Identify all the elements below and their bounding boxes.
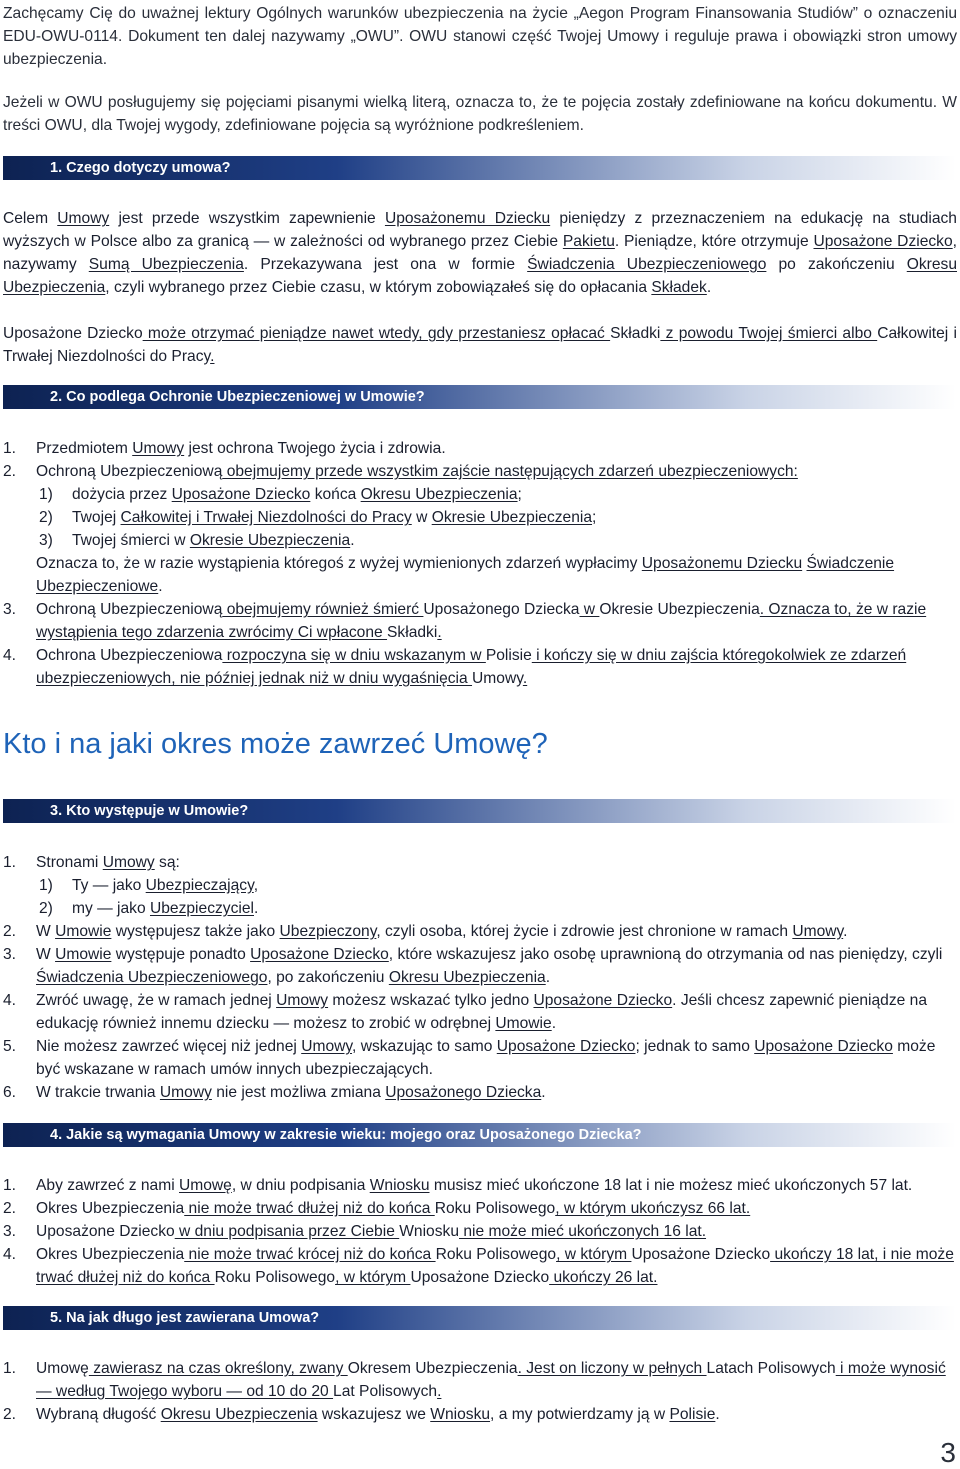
text-segment: Zwróć uwagę, że w ramach jednej	[36, 992, 277, 1009]
defined-term: Składek	[651, 279, 707, 296]
defined-term: obejmujemy również śmierć	[222, 601, 424, 618]
defined-term: Okresu Ubezpieczenia	[388, 969, 546, 986]
text-segment: Uposażone Dziecko	[410, 1269, 550, 1286]
defined-term: ukończy 18 lat, i nie może trwać dłużej niż do końca	[36, 1246, 954, 1286]
list-item	[3, 598, 957, 644]
text-segment: nie jest możliwa zmiana	[211, 1084, 386, 1101]
sub-list-number: 3)	[39, 532, 53, 549]
section-2-header	[3, 385, 956, 409]
text-segment: .	[158, 578, 163, 595]
list-item	[3, 1403, 957, 1426]
text-segment: Roku Polisowego	[214, 1269, 336, 1286]
text-segment: . Pieniądze, które otrzymuje	[614, 233, 814, 250]
list-number: 6.	[3, 1084, 17, 1101]
text-segment: .	[715, 1406, 720, 1423]
defined-term: i kończy się w dniu zajścia któregokolwiek ze zdarzeń ubezpieczeniowych, nie później jednak niż w dniu wygaśnięcia	[36, 647, 907, 687]
defined-term: w dniu podpisania przez Ciebie	[174, 1223, 400, 1240]
text-segment: Ochroną Ubezpieczeniową	[36, 463, 223, 480]
intro-definitions-paragraph	[3, 91, 957, 137]
list-item	[3, 1357, 957, 1403]
text-segment: , po zakończeniu	[267, 969, 389, 986]
list-number: 1.	[3, 1360, 17, 1377]
list-number: 5.	[3, 1038, 17, 1055]
section-3-list	[3, 851, 957, 1104]
chapter-heading: Kto i na jaki okres może zawrzeć Umowę?	[3, 728, 548, 760]
text-segment: .	[350, 532, 355, 549]
list-item-text	[36, 1406, 720, 1423]
defined-term: Okresu Ubezpieczenia	[160, 1406, 318, 1423]
text-segment: Okresie Ubezpieczenia	[599, 601, 760, 618]
defined-term: Umowy	[132, 440, 185, 457]
text-segment: , czyli osoba, której życie i zdrowie jest chronione w ramach	[376, 923, 793, 940]
list-item-text	[36, 854, 180, 871]
text-segment: , w dniu podpisania	[231, 1177, 370, 1194]
defined-term: Pakietu	[562, 233, 615, 250]
sub-list-item-text	[72, 877, 258, 894]
defined-term: Okresie Ubezpieczenia	[189, 532, 351, 549]
list-number: 1.	[3, 854, 17, 871]
list-item	[3, 989, 957, 1035]
text-segment: Oznacza to, że w razie wystąpienia któregoś z wyżej wymienionych zdarzeń wypłacimy	[36, 555, 642, 572]
text-segment: ,	[253, 877, 259, 894]
defined-term: Umowy	[276, 992, 329, 1009]
list-item	[3, 437, 957, 460]
defined-term: Umowie	[55, 923, 112, 940]
section-1-title: 1. Czego dotyczy umowa?	[50, 160, 231, 176]
defined-term: Uposażone Dziecko	[250, 946, 389, 963]
list-number: 2.	[3, 923, 17, 940]
defined-term: Uposażone Dziecko	[533, 992, 673, 1009]
text-segment: my — jako	[72, 900, 150, 917]
list-item-text	[36, 1177, 912, 1194]
text-segment: Wniosku	[399, 1223, 459, 1240]
list-number: 3.	[3, 1223, 17, 1240]
text-segment: pieniędzy z przeznaczeniem na edukację na studiach wyższych w Polsce albo za granicą — w zależności od wybranego przez Ciebie	[3, 210, 957, 250]
defined-term: Uposażone Dziecko	[754, 1038, 893, 1055]
defined-term: .	[210, 348, 215, 365]
text-segment: Składki	[387, 624, 438, 641]
defined-term: Umowy	[102, 854, 155, 871]
text-segment: są:	[154, 854, 180, 871]
defined-term: .	[522, 670, 528, 687]
sub-list-number: 2)	[39, 509, 53, 526]
text-segment: w	[411, 509, 432, 526]
list-item-text	[36, 923, 848, 940]
text-segment: po zakończeniu	[766, 256, 907, 273]
text-segment: Umowy	[472, 670, 523, 687]
defined-term: Umowy	[57, 210, 110, 227]
defined-term: zawierasz na czas określony, zwany	[88, 1360, 348, 1377]
text-segment: .	[706, 279, 712, 296]
defined-term: Umowy	[301, 1038, 353, 1055]
page-number: 3	[940, 1437, 956, 1468]
text-segment: Przedmiotem	[36, 440, 133, 457]
text-segment: .	[254, 900, 259, 917]
text-segment: W	[36, 946, 56, 963]
defined-term: Umowę	[179, 1177, 232, 1194]
text-segment: Uposażonego Dziecka	[423, 601, 580, 618]
defined-term: Uposażonego Dziecka	[385, 1084, 542, 1101]
defined-term: Umowie	[495, 1015, 552, 1032]
defined-term: rozpoczyna się w dniu wskazanym w	[222, 647, 486, 664]
intro-text: Zachęcamy Cię do uważnej lektury Ogólnych warunków ubezpieczenia na życie „Aegon Program Finansowania Studiów” o oznaczeniu EDU-OWU-0114. Dokument ten dalej nazywamy „OWU”. OWU stanowi część Twojej Umowy i reguluje prawa i obowiązki stron umowy ubezpieczenia.	[3, 5, 957, 68]
text-segment: Składki	[610, 325, 661, 342]
text-segment: W	[36, 923, 56, 940]
sub-list-item	[36, 529, 957, 552]
text-segment: końca	[310, 486, 361, 503]
list-item-text	[36, 440, 446, 457]
list-item-note	[36, 552, 957, 598]
text-segment: , a my potwierdzamy ją w	[490, 1406, 670, 1423]
text-segment: Twojej śmierci w	[72, 532, 190, 549]
text-segment: Nie możesz zawrzeć więcej niż jednej	[36, 1038, 302, 1055]
text-segment: Okres Ubezpieczenia	[36, 1246, 185, 1263]
intro-paragraph	[3, 2, 957, 71]
text-segment: .	[551, 1015, 557, 1032]
list-number: 4.	[3, 1246, 17, 1263]
text-segment: ; jednak to samo	[635, 1038, 755, 1055]
section-3-header	[3, 799, 956, 823]
text-segment: . Przekazywana jest ona w formie	[243, 256, 528, 273]
list-item-text	[36, 1200, 750, 1217]
text-segment: .	[843, 923, 848, 940]
sub-list-item-text	[72, 509, 596, 526]
list-number: 4.	[3, 992, 17, 1009]
text-segment: Stronami	[36, 854, 103, 871]
list-item	[3, 920, 957, 943]
list-item	[3, 943, 957, 989]
defined-term: , w którym	[556, 1246, 632, 1263]
defined-term: Uposażone Dziecko	[171, 486, 311, 503]
defined-term: .	[437, 624, 442, 641]
text-segment: Okresem Ubezpieczenia	[347, 1360, 518, 1377]
sub-list	[36, 483, 957, 552]
list-item	[3, 644, 957, 690]
sub-list-number: 2)	[39, 900, 53, 917]
text-segment: Całkowitej i Trwałej Niezdolności do Pracy	[3, 325, 957, 365]
list-item	[3, 1174, 957, 1197]
defined-term: Umowie	[55, 946, 112, 963]
defined-term: nie może trwać krócej niż do końca	[184, 1246, 436, 1263]
text-segment: występuje ponadto	[111, 946, 251, 963]
defined-term: Uposażonemu Dziecku	[384, 210, 551, 227]
text-segment: Wybraną długość	[36, 1406, 161, 1423]
section-1-paragraph-1	[3, 207, 957, 299]
defined-term: w	[579, 601, 600, 618]
defined-term: Sumą Ubezpieczenia	[88, 256, 244, 273]
defined-term: . Oznacza to, że w razie wystąpienia tego zdarzenia zwrócimy Ci wpłacone	[36, 601, 927, 641]
list-number: 2.	[3, 463, 17, 480]
defined-term: Świadczenia Ubezpieczeniowego	[527, 256, 767, 273]
list-item	[3, 1220, 957, 1243]
section-5-list	[3, 1357, 957, 1426]
text-segment: wskazujesz we	[317, 1406, 431, 1423]
text-segment: jest przede wszystkim zapewnienie	[109, 210, 385, 227]
text-segment: .	[545, 969, 551, 986]
list-item-text	[36, 1084, 546, 1101]
defined-term: Ubezpieczony	[279, 923, 377, 940]
text-segment: ;	[592, 509, 597, 526]
section-1-header	[3, 156, 956, 180]
text-segment: może być wskazane w ramach umów innych ubezpieczających.	[36, 1038, 936, 1078]
section-4-header	[3, 1123, 956, 1147]
defined-term: Uposażone Dziecko	[496, 1038, 636, 1055]
sub-list-number: 1)	[39, 486, 53, 503]
defined-term: Świadczenia Ubezpieczeniowego	[36, 969, 268, 986]
list-number: 3.	[3, 946, 17, 963]
sub-list-item	[36, 506, 957, 529]
defined-term: , w którym ukończysz 66 lat.	[555, 1200, 751, 1217]
defined-term: Świadczenie Ubezpieczeniowe	[36, 555, 895, 595]
text-segment: Aby zawrzeć z nami	[36, 1177, 179, 1194]
list-item-text	[36, 946, 942, 986]
section-3-title: 3. Kto występuje w Umowie?	[50, 803, 249, 819]
defined-term: nie może trwać dłużej niż do końca	[184, 1200, 435, 1217]
defined-term: Całkowitej i Trwałej Niezdolności do Pracy	[120, 509, 412, 526]
defined-term: nie może mieć ukończonych 16 lat.	[459, 1223, 707, 1240]
text-segment: Roku Polisowego	[434, 1200, 556, 1217]
list-item	[3, 1035, 957, 1081]
list-number: 1.	[3, 1177, 17, 1194]
section-4-list	[3, 1174, 957, 1289]
text-segment: Ochrona Ubezpieczeniowa	[36, 647, 223, 664]
text-segment: Uposażone Dziecko	[3, 325, 143, 342]
defined-term: Umowy	[792, 923, 844, 940]
defined-term: z powodu Twojej śmierci albo	[660, 325, 878, 342]
text-segment: Roku Polisowego	[435, 1246, 557, 1263]
defined-term: , w którym	[335, 1269, 411, 1286]
text-segment: Uposażone Dziecko	[631, 1246, 771, 1263]
defined-term: może otrzymać pieniądze nawet wtedy, gdy przestaniesz opłacać	[142, 325, 611, 342]
list-item-text	[36, 992, 927, 1032]
defined-term: Wniosku	[369, 1177, 430, 1194]
section-5-header	[3, 1306, 956, 1330]
list-number: 2.	[3, 1406, 17, 1423]
text-segment: ;	[517, 486, 522, 503]
sub-list-item-text	[72, 486, 522, 503]
text-segment: Ty — jako	[72, 877, 146, 894]
defined-term: obejmujemy przede wszystkim zajście następujących zdarzeń ubezpieczeniowych:	[222, 463, 798, 480]
section-2-list	[3, 437, 957, 690]
section-1-paragraph-2	[3, 322, 957, 368]
defined-term: .	[437, 1383, 442, 1400]
sub-list-item-text	[72, 900, 258, 917]
sub-list-item	[36, 874, 957, 897]
text-segment: , czyli wybranego przez Ciebie czasu, w którym zobowiązałeś się do opłacania	[105, 279, 652, 296]
defined-term: Ubezpieczający	[145, 877, 254, 894]
list-item	[3, 1243, 957, 1289]
section-2-title: 2. Co podlega Ochronie Ubezpieczeniowej w Umowie?	[50, 389, 425, 405]
text-segment: występujesz także jako	[111, 923, 280, 940]
list-number: 4.	[3, 647, 17, 664]
list-number: 2.	[3, 1200, 17, 1217]
text-segment: , wskazując to samo	[352, 1038, 497, 1055]
text-segment: W trakcie trwania	[36, 1084, 160, 1101]
sub-list-item	[36, 483, 957, 506]
list-item	[3, 1081, 957, 1104]
list-number: 1.	[3, 440, 17, 457]
defined-term: Okresu Ubezpieczenia	[360, 486, 518, 503]
defined-term: Polisie	[669, 1406, 716, 1423]
text-segment: , które wskazujesz jako osobę uprawnioną do otrzymania od nas pieniędzy, czyli	[388, 946, 943, 963]
list-item-text	[36, 1360, 946, 1400]
text-segment: .	[541, 1084, 546, 1101]
text-segment: Celem	[3, 210, 58, 227]
text-segment: Okres Ubezpieczenia	[36, 1200, 185, 1217]
list-item-text	[36, 463, 798, 480]
section-5-title: 5. Na jak długo jest zawierana Umowa?	[50, 1310, 320, 1326]
text-segment: . Jeśli chcesz zapewnić pieniądze na edukację również innemu dziecku — możesz to zrobić w odrębnej	[36, 992, 927, 1032]
intro-definitions-text: Jeżeli w OWU posługujemy się pojęciami pisanymi wielką literą, oznacza to, że te pojęcia zostały zdefiniowane na końcu dokumentu. W treści OWU, dla Twojej wygody, zdefiniowane pojęcia są wyróżnione podkreśleniem.	[3, 94, 957, 134]
sub-list	[36, 874, 957, 920]
list-item-text	[36, 1038, 935, 1078]
defined-term: ukończy 26 lat.	[549, 1269, 658, 1286]
text-segment: Uposażone Dziecko	[36, 1223, 175, 1240]
text-segment: Latach Polisowych	[706, 1360, 836, 1377]
list-item	[3, 851, 957, 920]
text-segment: dożycia przez	[72, 486, 172, 503]
list-item	[3, 460, 957, 598]
list-item-text	[36, 1246, 954, 1286]
text-segment: Ochroną Ubezpieczeniową	[36, 601, 223, 618]
text-segment: możesz wskazać tylko jedno	[328, 992, 534, 1009]
text-segment: jest ochrona Twojego życia i zdrowia.	[184, 440, 446, 457]
list-item-text	[36, 647, 906, 687]
sub-list-item-text	[72, 532, 355, 549]
defined-term: Umowy	[159, 1084, 212, 1101]
defined-term: . Jest on liczony w pełnych	[517, 1360, 707, 1377]
defined-term: i może wynosić — według Twojego wyboru — od 10 do 20	[36, 1360, 946, 1400]
defined-term: Uposażone Dziecko	[813, 233, 953, 250]
defined-term: Wniosku	[430, 1406, 491, 1423]
text-segment: , nazywamy	[3, 233, 957, 273]
list-item-text	[36, 601, 926, 641]
text-segment: Polisie	[485, 647, 532, 664]
list-item	[3, 1197, 957, 1220]
defined-term: Okresu Ubezpieczenia	[3, 256, 958, 296]
list-item-text	[36, 1223, 706, 1240]
text-segment: Twojej	[72, 509, 121, 526]
text-segment: musisz mieć ukończone 18 lat i nie możesz mieć ukończonych 57 lat.	[429, 1177, 913, 1194]
text-segment: Lat Polisowych	[333, 1383, 438, 1400]
sub-list-item	[36, 897, 957, 920]
defined-term: Okresie Ubezpieczenia	[431, 509, 593, 526]
defined-term: Ubezpieczyciel	[149, 900, 254, 917]
defined-term: Uposażonemu Dziecku	[641, 555, 803, 572]
section-4-title: 4. Jakie są wymagania Umowy w zakresie wieku: mojego oraz Uposażonego Dziecka?	[50, 1127, 642, 1143]
list-number: 3.	[3, 601, 17, 618]
sub-list-number: 1)	[39, 877, 53, 894]
text-segment: Umowę	[36, 1360, 89, 1377]
